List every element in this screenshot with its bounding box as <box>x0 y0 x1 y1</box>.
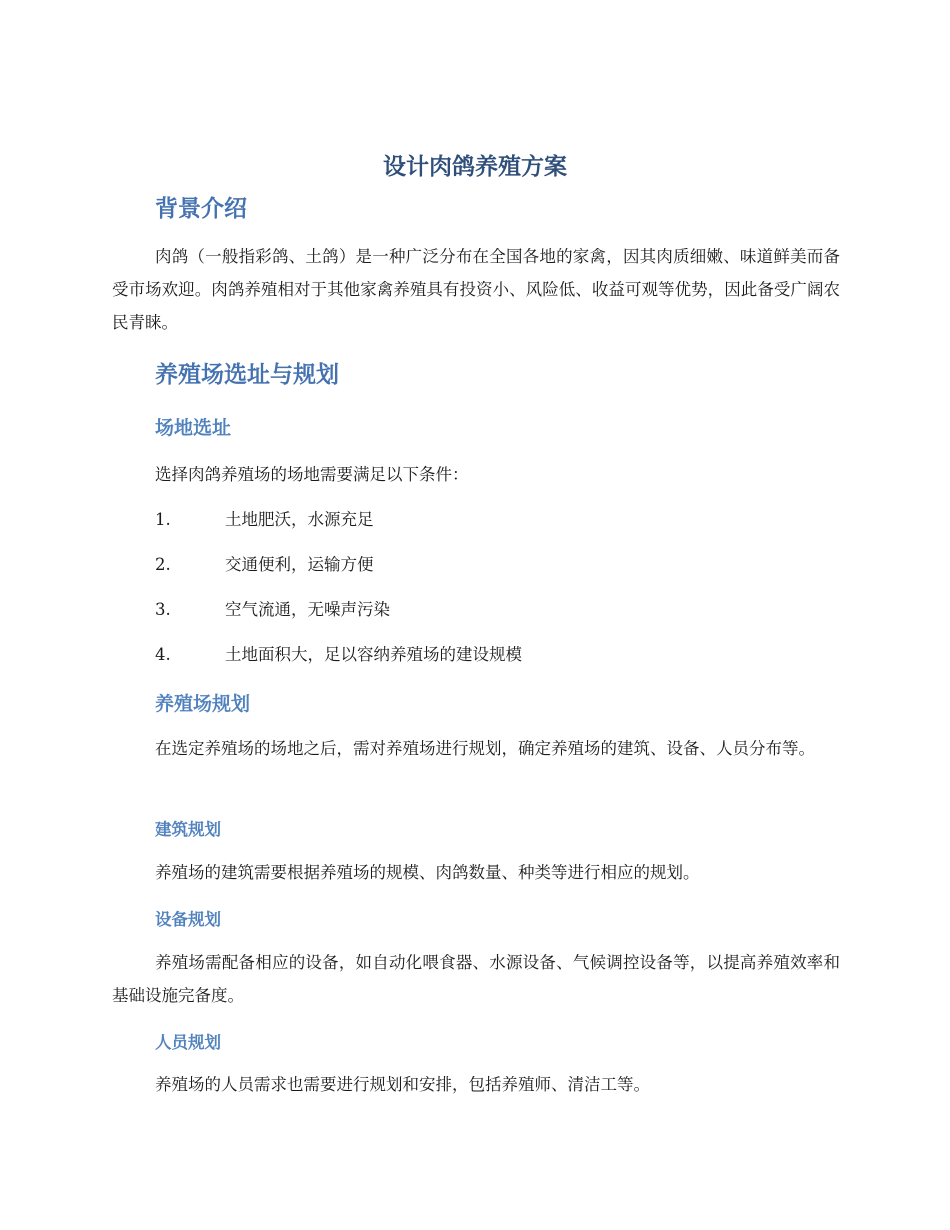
list-item-text: 空气流通，无噪声污染 <box>225 600 390 619</box>
heading-site-selection: 场地选址 <box>155 417 232 439</box>
heading-equipment-planning: 设备规划 <box>155 910 221 929</box>
heading-staff-planning: 人员规划 <box>155 1033 221 1052</box>
list-item-text: 交通便利，运输方便 <box>225 555 374 574</box>
paragraph-building-planning: 养殖场的建筑需要根据养殖场的规模、肉鸽数量、种类等进行相应的规划。 <box>155 863 700 882</box>
list-item-number: 1. <box>155 510 171 529</box>
document-title: 设计肉鸽养殖方案 <box>383 154 567 180</box>
list-item <box>155 638 522 671</box>
paragraph-background: 肉鸽（一般指彩鸽、土鸽）是一种广泛分布在全国各地的家禽，因其肉质细嫩、味道鲜美而备受市场欢迎。肉鸽养殖相对于其他家禽养殖具有投资小、风险低、收益可观等优势，因此备受广阔农民青睐。 <box>112 247 840 332</box>
paragraph-staff-planning: 养殖场的人员需求也需要进行规划和安排，包括养殖师、清洁工等。 <box>155 1075 650 1094</box>
heading-farm-planning: 养殖场规划 <box>155 693 251 715</box>
list-item-number: 3. <box>155 600 171 619</box>
paragraph-equipment-planning: 养殖场需配备相应的设备，如自动化喂食器、水源设备、气候调控设备等，以提高养殖效率和基础设施完备度。 <box>112 953 840 1005</box>
paragraph-farm-planning: 在选定养殖场的场地之后，需对养殖场进行规划，确定养殖场的建筑、设备、人员分布等。 <box>155 739 815 758</box>
heading-building-planning: 建筑规划 <box>155 820 221 839</box>
list-item-number: 2. <box>155 555 171 574</box>
list-item-text: 土地肥沃，水源充足 <box>225 510 374 529</box>
list-item <box>155 503 374 536</box>
heading-farm-site-planning: 养殖场选址与规划 <box>155 362 339 388</box>
list-item-text: 土地面积大，足以容纳养殖场的建设规模 <box>225 645 522 664</box>
heading-background: 背景介绍 <box>155 196 247 222</box>
list-item <box>155 548 374 581</box>
list-item <box>155 593 390 626</box>
paragraph-site-intro: 选择肉鸽养殖场的场地需要满足以下条件： <box>155 465 469 484</box>
list-item-number: 4. <box>155 645 171 664</box>
